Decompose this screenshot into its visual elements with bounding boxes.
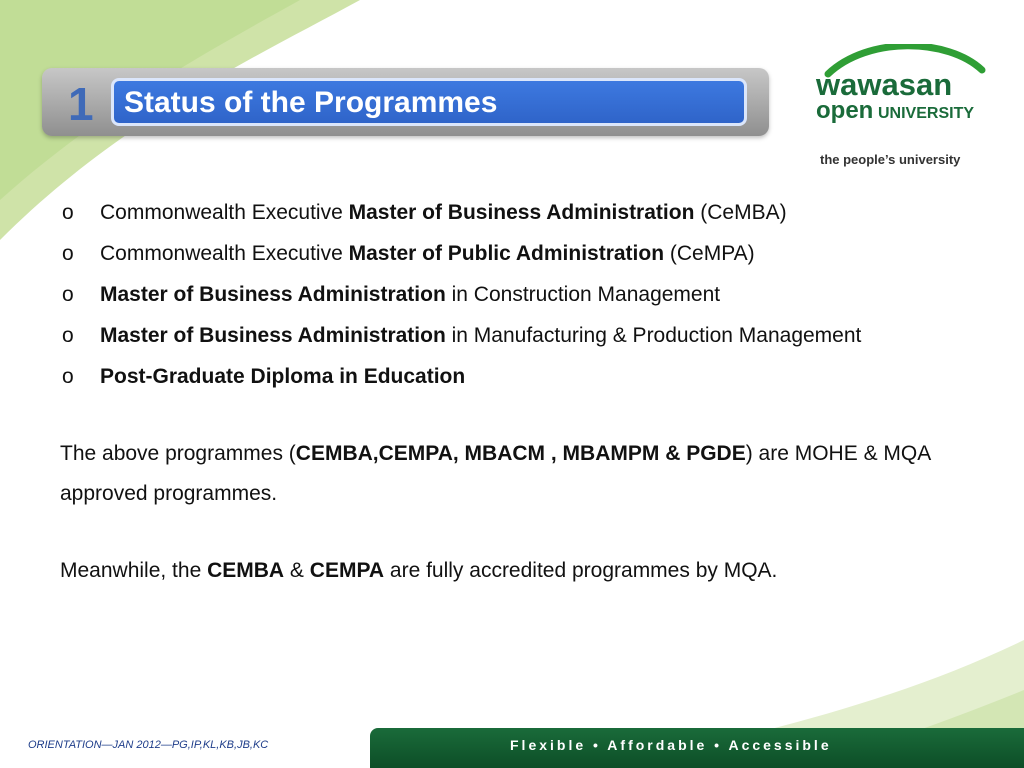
list-item: o Master of Business Administration in Construction Management xyxy=(60,278,960,312)
logo-text-wawasan: wawasan xyxy=(816,67,953,102)
footer-note: ORIENTATION—JAN 2012—PG,IP,KL,KB,JB,KC xyxy=(28,739,269,751)
accreditation-paragraph: Meanwhile, the CEMBA & CEMPA are fully accredited programmes by MQA. xyxy=(60,559,778,582)
footer-tagline: Flexible • Affordable • Accessible xyxy=(510,737,832,753)
bullet-marker: o xyxy=(62,324,74,347)
approval-paragraph: The above programmes (CEMBA,CEMPA, MBACM , MBAMPM & PGDE) are MOHE & MQA approved programmes. xyxy=(60,442,931,505)
slide-number: 1 xyxy=(68,78,94,130)
wawasan-logo xyxy=(808,44,992,172)
logo-tagline: the people’s university xyxy=(820,152,961,167)
programme-list xyxy=(60,196,960,394)
slide-title: Status of the Programmes xyxy=(124,86,498,119)
bullet-marker: o xyxy=(62,242,74,265)
logo-text-university: UNIVERSITY xyxy=(878,105,975,122)
bullet-marker: o xyxy=(62,283,74,306)
list-item: o Commonwealth Executive Master of Business Administration (CeMBA) xyxy=(60,196,960,230)
footer-tagline-bar xyxy=(370,728,1024,768)
bullet-marker: o xyxy=(62,365,74,388)
list-item: o Master of Business Administration in Manufacturing & Production Management xyxy=(60,319,890,353)
title-box xyxy=(111,78,747,126)
slide-body xyxy=(60,196,960,588)
list-item: o Post-Graduate Diploma in Education xyxy=(60,360,960,394)
logo-text-open: open xyxy=(816,97,874,124)
bullet-marker: o xyxy=(62,201,74,224)
list-item: o Commonwealth Executive Master of Public Administration (CeMPA) xyxy=(60,237,960,271)
